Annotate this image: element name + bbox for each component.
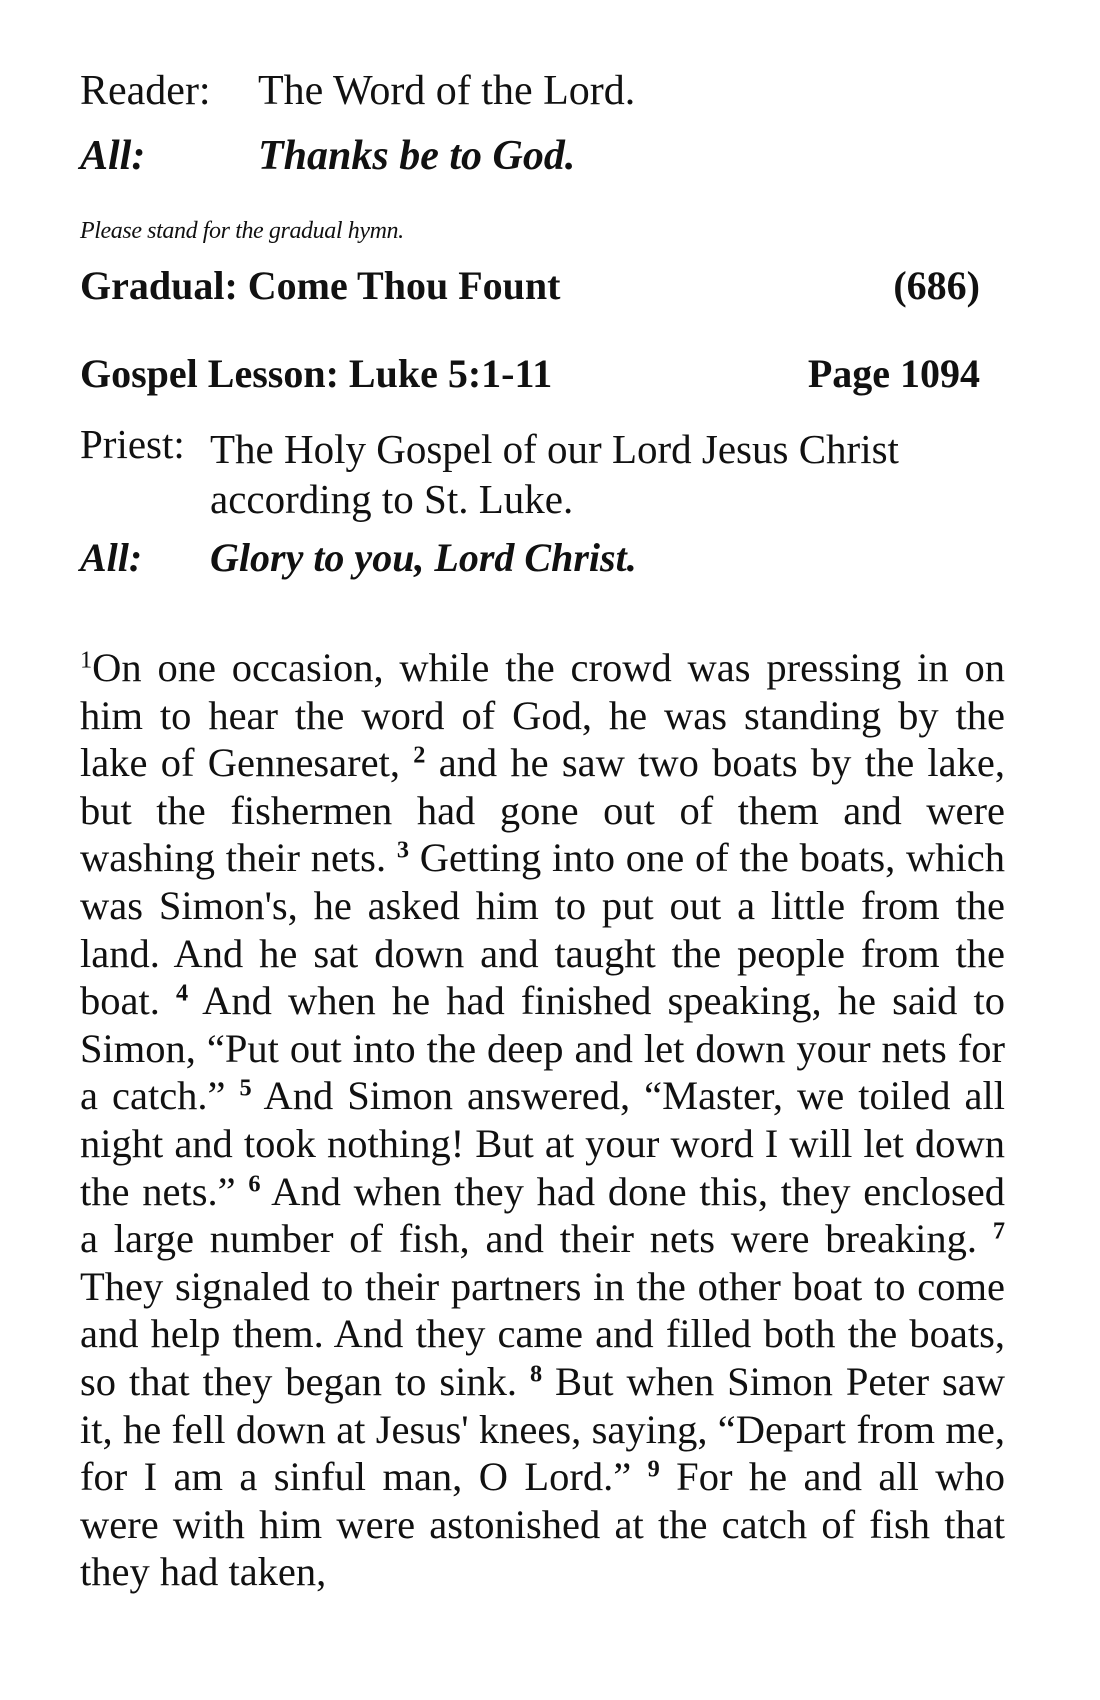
verse-number: 2 (413, 741, 426, 769)
gospel-reading-text (80, 644, 1005, 1596)
gospel-lesson-page: Page 1094 (807, 351, 980, 396)
verse-text: On one occasion, while the crowd was pressing in on him to hear the word of God, he was standing by the lake of Gennesaret, (80, 645, 1005, 786)
verse-text: And Simon answered, “Master, we toiled all night and took nothing! But at your word I will let down the nets.” (80, 1073, 1006, 1214)
verse-text: But when Simon Peter saw it, he fell down at Jesus' knees, saying, “Depart from me, for I am a sinful man, O Lord.” (80, 1358, 1005, 1500)
all-response-thanks (80, 135, 980, 185)
all-response-thanks-text: Thanks be to God. (258, 133, 576, 179)
verse-text: And when he had finished speaking, he said to Simon, “Put out into the deep and let down your nets for a catch.” (80, 978, 1006, 1119)
verse-number: 7 (992, 1217, 1005, 1245)
verse-number: 8 (529, 1360, 543, 1388)
verse-text: For he and all who were with him were astonished at the catch of fish that they had taken, (80, 1454, 1005, 1595)
priest-announcement-text (210, 424, 970, 524)
priest-line-1: The Holy Gospel of our Lord Jesus Christ (210, 426, 899, 472)
verse-text: They signaled to their partners in the other boat to come and help them. And they came and filled both the boats, so that they began to sink. (80, 1263, 1005, 1404)
verse-number: 1 (80, 646, 93, 674)
verse-text: Getting into one of the boats, which was Simon's, he asked him to put out a little from the land. And he sat down and taught the people from the boat. (80, 835, 1005, 1024)
reader-response-text: The Word of the Lord. (258, 68, 636, 114)
verse-text: and he saw two boats by the lake, but the fishermen had gone out of them and were washing their nets. (80, 740, 1006, 881)
verse-text: And when they had done this, they enclosed a large number of fish, and their nets were breaking. (80, 1168, 1006, 1262)
all-speaker-label-2: All: (80, 535, 143, 580)
gradual-title: Gradual: Come Thou Fount (80, 263, 561, 308)
verse-number: 9 (647, 1455, 660, 1483)
priest-speaker-label: Priest: (80, 421, 185, 467)
priest-announcement (80, 421, 1030, 534)
rubric-stand-instruction: Please stand for the gradual hymn. (80, 218, 404, 244)
all-response-glory-text: Glory to you, Lord Christ. (210, 535, 637, 580)
all-speaker-label: All: (80, 133, 146, 179)
gradual-heading (80, 262, 980, 309)
priest-line-2: according to St. Luke. (210, 476, 574, 522)
gradual-hymn-number: (686) (893, 263, 980, 308)
gospel-lesson-title: Gospel Lesson: Luke 5:1-11 (80, 351, 553, 396)
verse-number: 4 (176, 979, 189, 1007)
verse-number: 3 (396, 837, 409, 865)
reader-response (80, 70, 980, 120)
verse-number: 6 (248, 1170, 261, 1198)
gospel-lesson-heading (80, 350, 980, 397)
reader-speaker-label: Reader: (80, 68, 211, 114)
all-response-glory (80, 535, 980, 588)
verse-number: 5 (239, 1074, 252, 1102)
